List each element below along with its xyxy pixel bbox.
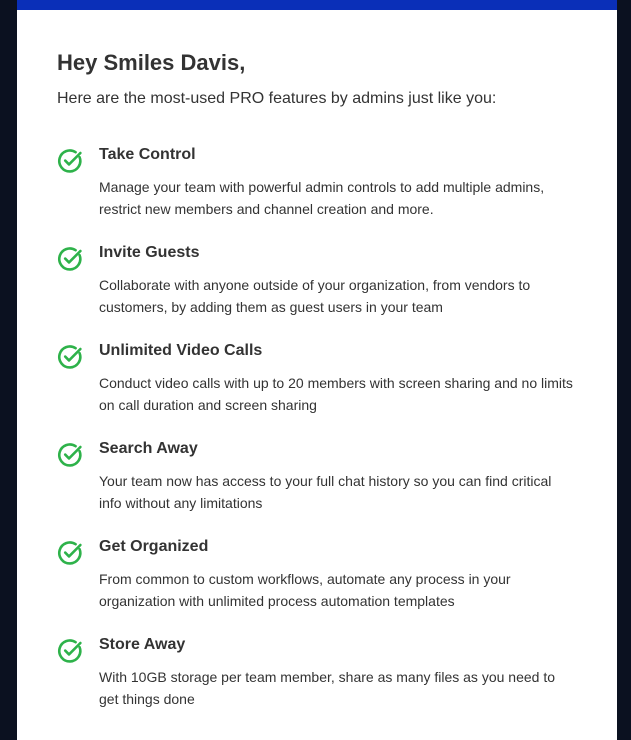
check-circle-icon bbox=[57, 638, 83, 664]
feature-item-take-control bbox=[57, 142, 577, 240]
feature-description: From common to custom workflows, automate any process in your organization with unlimited process automation templates bbox=[99, 571, 511, 609]
accent-bar bbox=[17, 0, 617, 10]
intro-text: Here are the most-used PRO features by admins just like you: bbox=[57, 90, 497, 107]
feature-item-search-away bbox=[57, 436, 577, 534]
feature-title: Invite Guests bbox=[99, 244, 200, 261]
feature-title: Get Organized bbox=[99, 538, 209, 555]
email-card bbox=[17, 0, 617, 740]
feature-description: Your team now has access to your full chat history so you can find critical info without any limitations bbox=[99, 473, 552, 511]
feature-description: Manage your team with powerful admin controls to add multiple admins, restrict new members and channel creation and more. bbox=[99, 179, 545, 217]
feature-item-unlimited-video-calls bbox=[57, 338, 577, 436]
feature-item-get-organized bbox=[57, 534, 577, 632]
feature-item-invite-guests bbox=[57, 240, 577, 338]
check-circle-icon bbox=[57, 148, 83, 174]
check-circle-icon bbox=[57, 344, 83, 370]
feature-description: Conduct video calls with up to 20 members with screen sharing and no limits on call duration and screen sharing bbox=[99, 375, 573, 413]
check-circle-icon bbox=[57, 246, 83, 272]
feature-list bbox=[57, 142, 577, 730]
feature-description: With 10GB storage per team member, share as many files as you need to get things done bbox=[99, 669, 555, 707]
greeting-heading: Hey Smiles Davis, bbox=[57, 50, 246, 75]
feature-title: Take Control bbox=[99, 146, 196, 163]
feature-title: Unlimited Video Calls bbox=[99, 342, 263, 359]
check-circle-icon bbox=[57, 442, 83, 468]
feature-title: Search Away bbox=[99, 440, 198, 457]
check-circle-icon bbox=[57, 540, 83, 566]
email-content bbox=[57, 48, 577, 730]
feature-description: Collaborate with anyone outside of your organization, from vendors to customers, by adding them as guest users in your team bbox=[99, 277, 531, 315]
feature-item-store-away bbox=[57, 632, 577, 730]
feature-title: Store Away bbox=[99, 636, 186, 653]
